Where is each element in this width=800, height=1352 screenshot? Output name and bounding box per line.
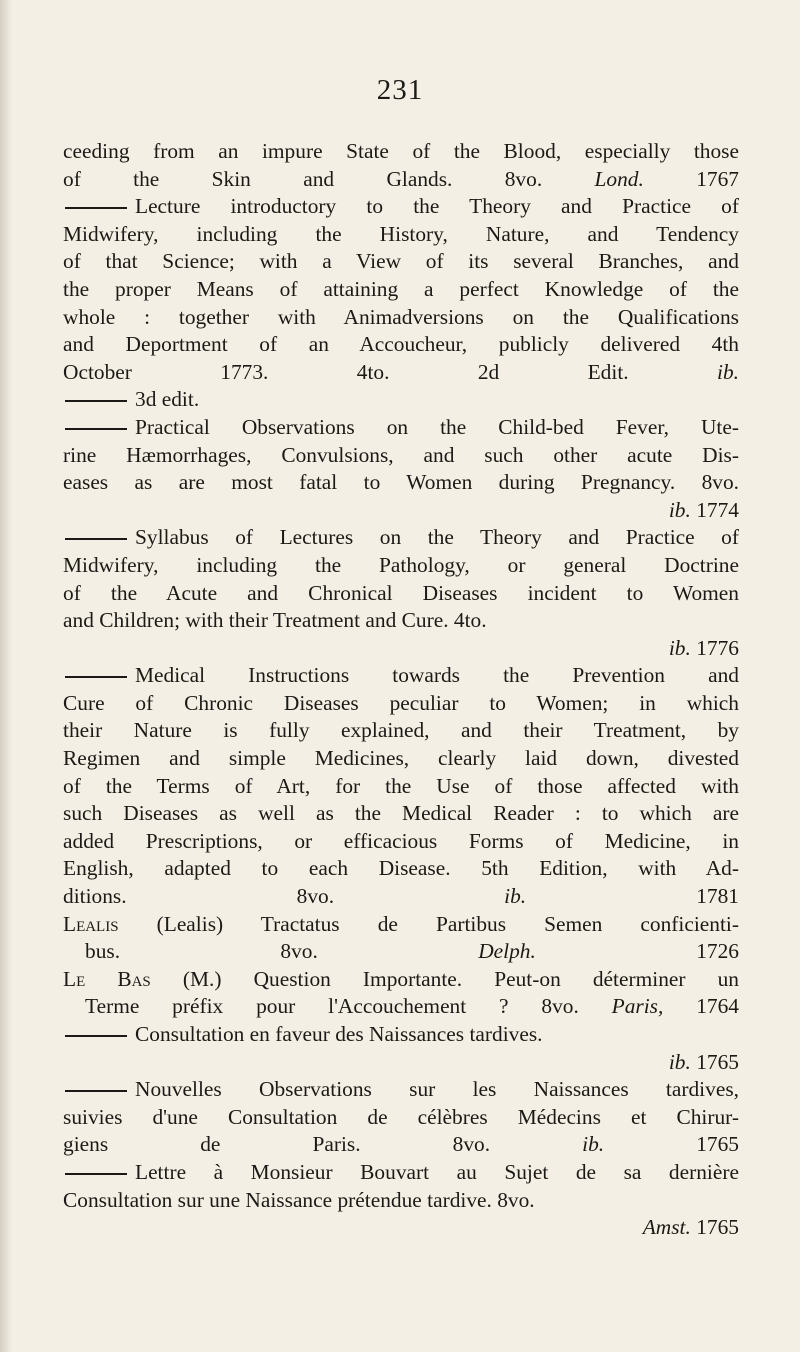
ditto-dash	[65, 538, 127, 540]
line-text: and Children; with their Treatment and Cure. 4to.	[63, 608, 487, 633]
line-text: whole : together with Animadversions on the Qualifications	[63, 304, 739, 329]
line-text: Terme préfix pour l'Accouchement ? 8vo.	[85, 994, 579, 1019]
text-line	[63, 193, 739, 221]
line-text: eases as are most fatal to Women during Pregnancy. 8vo.	[63, 470, 739, 495]
text-line	[63, 745, 739, 773]
author-name: Lealis	[63, 911, 119, 936]
text-line	[63, 662, 739, 690]
imprint-place-date: Delph. 1726	[478, 939, 739, 964]
imprint-place-date: ib.	[717, 359, 739, 384]
line-text: of the Skin and Glands. 8vo.	[63, 166, 543, 191]
text-line	[63, 1187, 739, 1215]
line-text: suivies d'une Consultation de célèbres Médecins et Chirur-	[63, 1104, 739, 1129]
text-line	[63, 442, 739, 470]
line-text: English, adapted to each Disease. 5th Edition, with Ad-	[63, 856, 739, 881]
text-line	[63, 855, 739, 883]
line-text: the proper Means of attaining a perfect Knowledge of the	[63, 276, 739, 301]
text-line	[63, 414, 739, 442]
line-text: giens de Paris. 8vo.	[63, 1132, 491, 1157]
ditto-dash	[65, 207, 127, 209]
text-line	[63, 911, 739, 939]
bibliography-text	[63, 138, 739, 1242]
imprint-place-date: Lond. 1767	[594, 166, 739, 191]
text-line	[63, 359, 739, 387]
line-text: 3d edit.	[135, 387, 200, 412]
text-line	[63, 580, 739, 608]
line-text: and Deportment of an Accoucheur, publicly delivered 4th	[63, 332, 739, 357]
imprint-place-date: ib. 1776	[668, 635, 739, 660]
text-line	[63, 1131, 739, 1159]
ditto-dash	[65, 400, 127, 402]
text-line	[63, 800, 739, 828]
line-text: Regimen and simple Medicines, clearly laid down, divested	[63, 746, 739, 771]
imprint-place-date: Amst. 1765	[642, 1215, 739, 1240]
text-line	[63, 1214, 739, 1242]
page-gutter-shadow	[0, 0, 12, 1352]
text-line	[63, 469, 739, 497]
line-text: (M.) Question Importante. Peut-on déterminer un	[150, 966, 739, 991]
text-line	[63, 607, 739, 635]
text-line	[63, 497, 739, 525]
line-text: ditions. 8vo.	[63, 884, 335, 909]
line-text: Nouvelles Observations sur les Naissances tardives,	[135, 1077, 739, 1102]
text-line	[63, 883, 739, 911]
line-text: of that Science; with a View of its several Branches, and	[63, 249, 739, 274]
imprint-place-date: ib. 1781	[504, 884, 739, 909]
text-line	[63, 552, 739, 580]
line-text: Cure of Chronic Diseases peculiar to Women; in which	[63, 690, 739, 715]
page-number: 231	[376, 74, 424, 106]
line-text: Midwifery, including the History, Nature, and Tendency	[63, 221, 739, 246]
imprint-place-date: ib. 1774	[668, 497, 739, 522]
line-text: such Diseases as well as the Medical Reader : to which are	[63, 801, 739, 826]
line-text: their Nature is fully explained, and their Treatment, by	[63, 718, 739, 743]
text-line	[63, 1021, 739, 1049]
text-line	[63, 635, 739, 663]
line-text: Practical Observations on the Child-bed Fever, Ute-	[135, 414, 739, 439]
text-line	[63, 966, 739, 994]
text-line	[63, 331, 739, 359]
line-text: rine Hæmorrhages, Convulsions, and such other acute Dis-	[63, 442, 739, 467]
imprint-place-date: ib. 1765	[668, 1049, 739, 1074]
text-line	[63, 221, 739, 249]
line-text: Lecture introductory to the Theory and Practice of	[135, 194, 739, 219]
line-text: October 1773. 4to. 2d Edit.	[63, 359, 629, 384]
author-name: Le Bas	[63, 966, 151, 991]
line-text: ceeding from an impure State of the Blood, especially those	[63, 139, 739, 163]
ditto-dash	[65, 676, 127, 678]
ditto-dash	[65, 1090, 127, 1092]
line-text: Consultation sur une Naissance prétendue tardive. 8vo.	[63, 1187, 535, 1212]
text-line	[63, 773, 739, 801]
ditto-dash	[65, 1035, 127, 1037]
text-line	[63, 828, 739, 856]
line-text: Consultation en faveur des Naissances tardives.	[135, 1022, 543, 1046]
text-line	[63, 1076, 739, 1104]
line-text: of the Terms of Art, for the Use of those affected with	[63, 773, 739, 798]
imprint-place-date: Paris, 1764	[611, 994, 739, 1019]
text-line	[63, 1049, 739, 1077]
line-text: Medical Instructions towards the Prevention and	[135, 663, 739, 688]
imprint-place-date: ib. 1765	[582, 1132, 739, 1157]
text-line	[63, 166, 739, 194]
text-line	[63, 276, 739, 304]
text-line	[63, 1159, 739, 1187]
text-line	[63, 138, 739, 166]
ditto-dash	[65, 1173, 127, 1175]
text-line	[63, 386, 739, 414]
text-line	[63, 304, 739, 332]
line-text: Midwifery, including the Pathology, or general Doctrine	[63, 552, 739, 577]
ditto-dash	[65, 428, 127, 430]
text-line	[63, 248, 739, 276]
line-text: of the Acute and Chronical Diseases incident to Women	[63, 580, 739, 605]
text-line	[63, 524, 739, 552]
line-text: Syllabus of Lectures on the Theory and Practice of	[135, 525, 739, 550]
line-text: bus. 8vo.	[85, 939, 318, 964]
line-text: (Lealis) Tractatus de Partibus Semen conficienti-	[118, 911, 739, 936]
line-text: added Prescriptions, or efficacious Forms of Medicine, in	[63, 828, 739, 853]
text-line	[63, 993, 739, 1021]
text-line	[63, 717, 739, 745]
line-text: Lettre à Monsieur Bouvart au Sujet de sa dernière	[135, 1159, 739, 1184]
text-line	[63, 938, 739, 966]
text-line	[63, 690, 739, 718]
text-line	[63, 1104, 739, 1132]
